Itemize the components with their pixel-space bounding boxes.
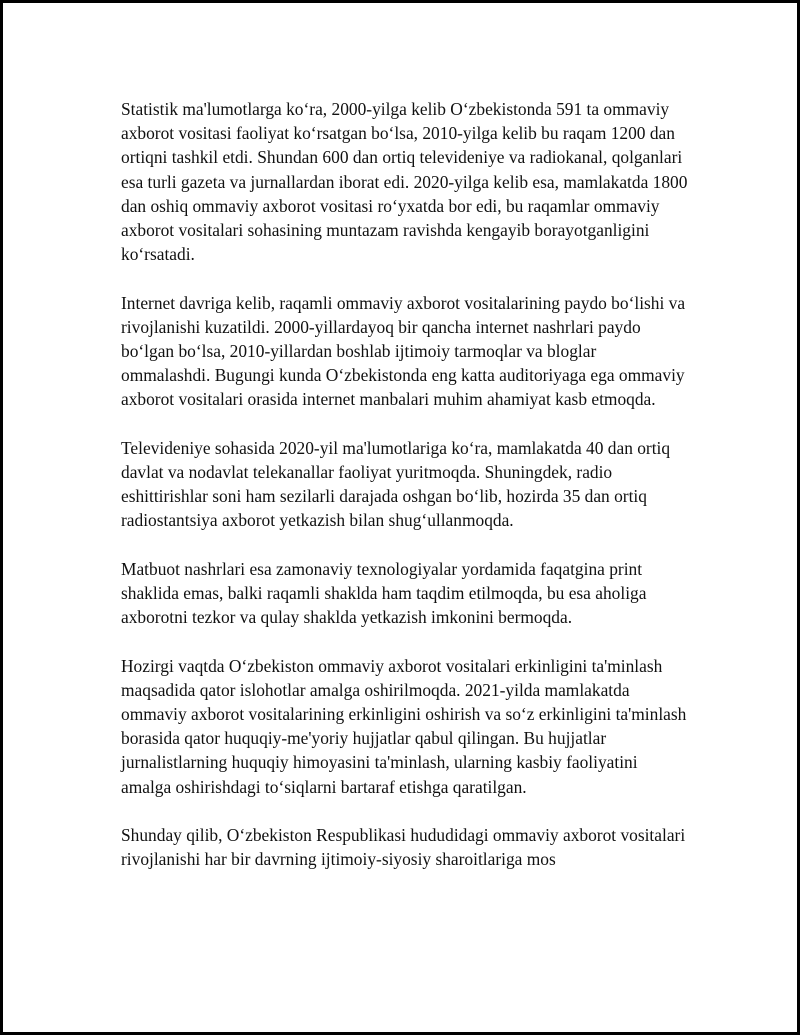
paragraph-print-media: Matbuot nashrlari esa zamonaviy texnologiyalar yordamida faqatgina print shaklida emas, balki raqamli shaklda ham taqdim etilmoqda, bu esa aholiga axborotni tezkor va qulay shaklda yetkazish imkonini bermoqda.: [121, 558, 647, 628]
paragraph-conclusion: Shunday qilib, O‘zbekiston Respublikasi hududidagi ommaviy axborot vositalari rivojlanishi har bir davrning ijtimoiy-siyosiy sharoitlariga mos: [121, 825, 686, 870]
document-body: [121, 97, 689, 871]
paragraph-television: Televideniye sohasida 2020-yil ma'lumotlariga ko‘ra, mamlakatda 40 dan ortiq davlat va nodavlat telekanallar faoliyat yuritmoqda. Shuningdek, radio eshittirishlar soni ham sezilarli darajada oshgan bo‘lib, hozirda 35 dan ortiq radiostantsiya axborot yetkazish bilan shug‘ullanmoqda.: [121, 437, 671, 531]
paragraph-internet: Internet davriga kelib, raqamli ommaviy axborot vositalarining paydo bo‘lishi va rivojlanishi kuzatildi. 2000-yillardayoq bir qancha internet nashrlari paydo bo‘lgan bo‘lsa, 2010-yillardan boshlab ijtimoiy tarmoqlar va bloglar ommalashdi. Bugungi kunda O‘zbekistonda eng katta auditoriyaga ega ommaviy axborot vositalari orasida internet manbalari muhim ahamiyat kasb etmoqda.: [121, 292, 686, 410]
paragraph-reforms: Hozirgi vaqtda O‘zbekiston ommaviy axborot vositalari erkinligini ta'minlash maqsadida qator islohotlar amalga oshirilmoqda. 2021-yilda mamlakatda ommaviy axborot vositalarining erkinligini oshirish va so‘z erkinligini ta'minlash borasida qator huquqiy-me'yoriy hujjatlar qabul qilingan. Bu hujjatlar jurnalistlarning huquqiy himoyasini ta'minlash, ularning kasbiy faoliyatini amalga oshirishdagi to‘siqlarni bartaraf etishga qaratilgan.: [121, 655, 687, 797]
paragraph-statistics: Statistik ma'lumotlarga ko‘ra, 2000-yilga kelib O‘zbekistonda 591 ta ommaviy axborot vositasi faoliyat ko‘rsatgan bo‘lsa, 2010-yilga kelib bu raqam 1200 dan ortiqni tashkil etdi. Shundan 600 dan ortiq televideniye va radiokanal, qolganlari esa turli gazeta va jurnallardan iborat edi. 2020-yilga kelib esa, mamlakatda 1800 dan oshiq ommaviy axborot vositasi ro‘yxatda bor edi, bu raqamlar ommaviy axborot vositalari sohasining muntazam ravishda kengayib borayotganligini ko‘rsatadi.: [121, 99, 688, 265]
